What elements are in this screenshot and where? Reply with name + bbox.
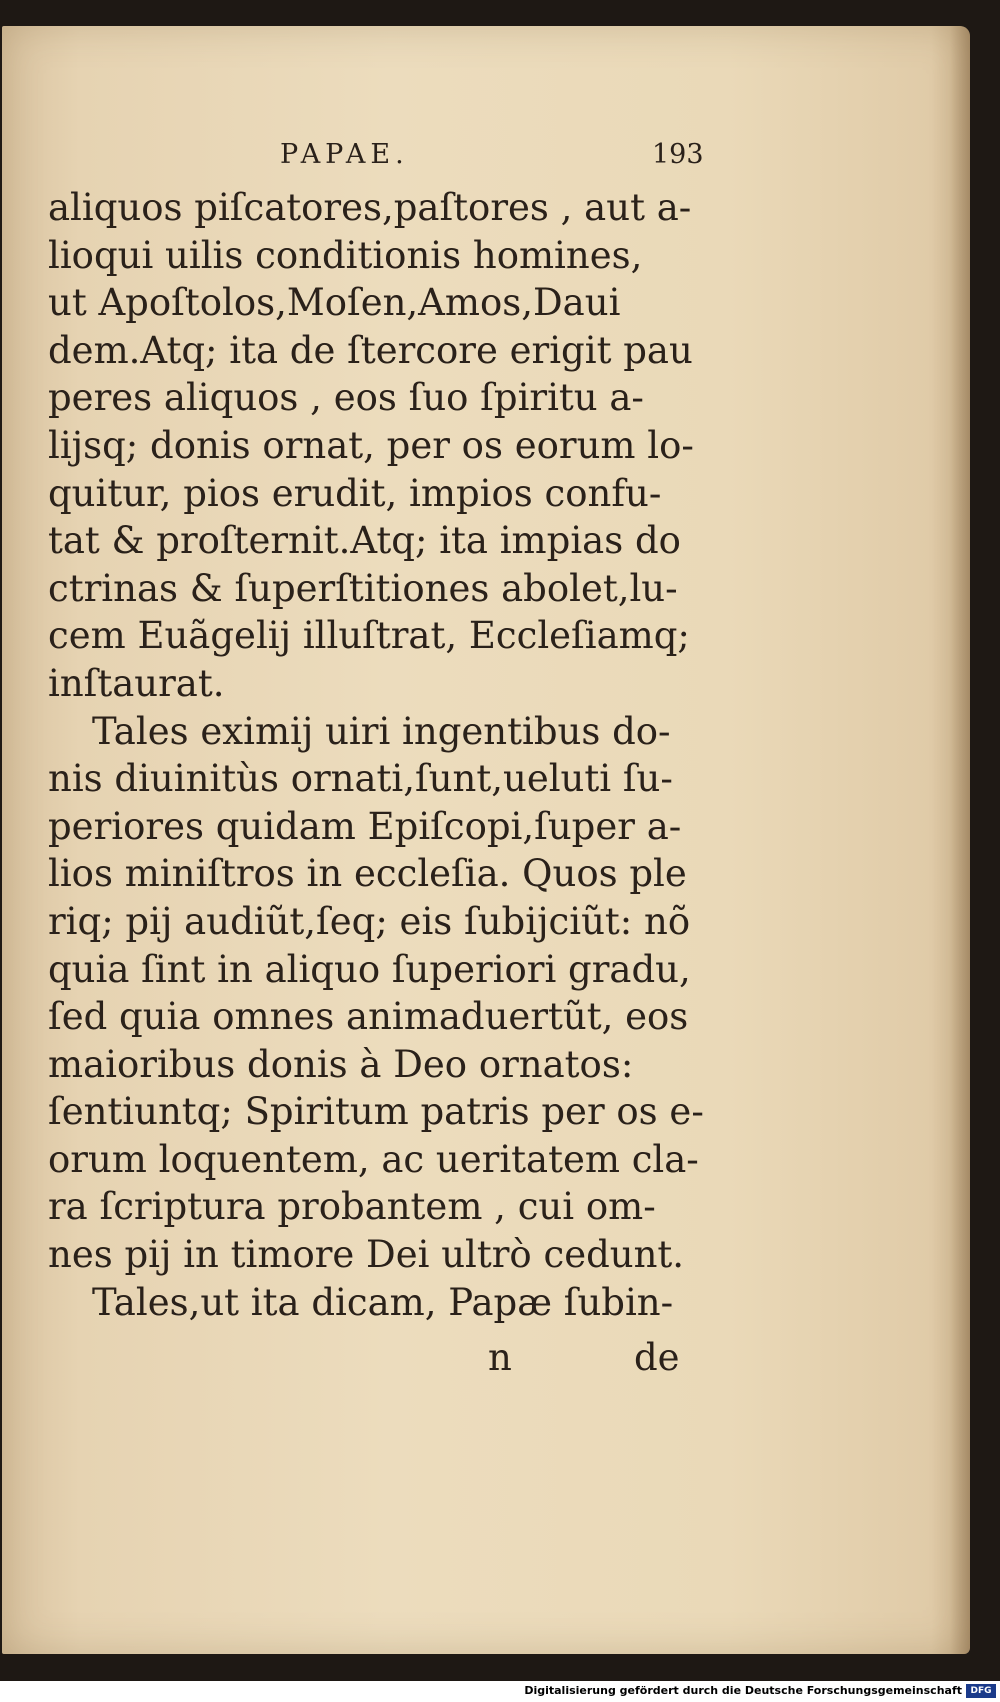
text-line: inſtaurat. bbox=[48, 661, 225, 705]
text-line: dem.Atq; ita de ſtercore erigit pau bbox=[48, 328, 693, 372]
book-page bbox=[2, 26, 970, 1654]
funding-credit: Digitalisierung gefördert durch die Deutsche Forschungsgemeinschaft bbox=[524, 1684, 962, 1697]
catchword-line bbox=[2, 1336, 970, 1380]
body-text bbox=[48, 184, 728, 1326]
page-number: 193 bbox=[652, 139, 704, 170]
paragraph-start-line: Tales,ut ita dicam, Papæ ſubin- bbox=[92, 1280, 674, 1324]
text-line: tat & proſternit.Atq; ita impias do bbox=[48, 519, 681, 563]
text-line: cem Euãgelij illuſtrat, Eccleſiamq; bbox=[48, 614, 690, 658]
text-line: maioribus donis à Deo ornatos: bbox=[48, 1042, 634, 1086]
signature-mark: n bbox=[488, 1336, 512, 1379]
text-line: lijsq; donis ornat, per os eorum lo- bbox=[48, 423, 694, 467]
text-line: lioqui uilis conditionis homines, bbox=[48, 233, 643, 277]
text-line: riq; pij audiũt,ſeq; eis ſubijciũt: nõ bbox=[48, 899, 691, 943]
text-line: lios miniſtros in eccleſia. Quos ple bbox=[48, 852, 687, 896]
text-line: quitur, pios erudit, impios confu- bbox=[48, 471, 662, 515]
text-line: ra ſcriptura probantem , cui om- bbox=[48, 1185, 656, 1229]
text-line: quia ſint in aliquo ſuperiori gradu, bbox=[48, 947, 691, 991]
page-fold-shadow bbox=[950, 26, 970, 1654]
text-line: nes pij in timore Dei ultrò cedunt. bbox=[48, 1233, 685, 1277]
text-line: nis diuinitùs ornati,ſunt,ueluti ſu- bbox=[48, 757, 673, 801]
catchword: de bbox=[634, 1336, 680, 1379]
running-head: PAPAE. bbox=[280, 139, 409, 170]
paragraph-start-line: Tales eximij uiri ingentibus do- bbox=[92, 709, 671, 753]
page-header bbox=[2, 121, 970, 171]
text-line: orum loquentem, ac ueritatem cla- bbox=[48, 1137, 699, 1181]
text-line: periores quidam Epiſcopi,ſuper a- bbox=[48, 804, 682, 848]
footer-bar bbox=[0, 1681, 1000, 1702]
text-line: ſed quia omnes animaduertũt, eos bbox=[48, 995, 689, 1039]
text-line: peres aliquos , eos ſuo ſpiritu a- bbox=[48, 376, 644, 420]
text-line: ctrinas & ſuperſtitiones abolet,lu- bbox=[48, 566, 678, 610]
dfg-logo: DFG bbox=[966, 1684, 996, 1698]
text-line: ut Apoſtolos,Moſen,Amos,Daui bbox=[48, 281, 621, 325]
text-line: ſentiuntq; Spiritum patris per os e- bbox=[48, 1090, 704, 1134]
text-line: aliquos piſcatores,paſtores , aut a- bbox=[48, 186, 692, 229]
